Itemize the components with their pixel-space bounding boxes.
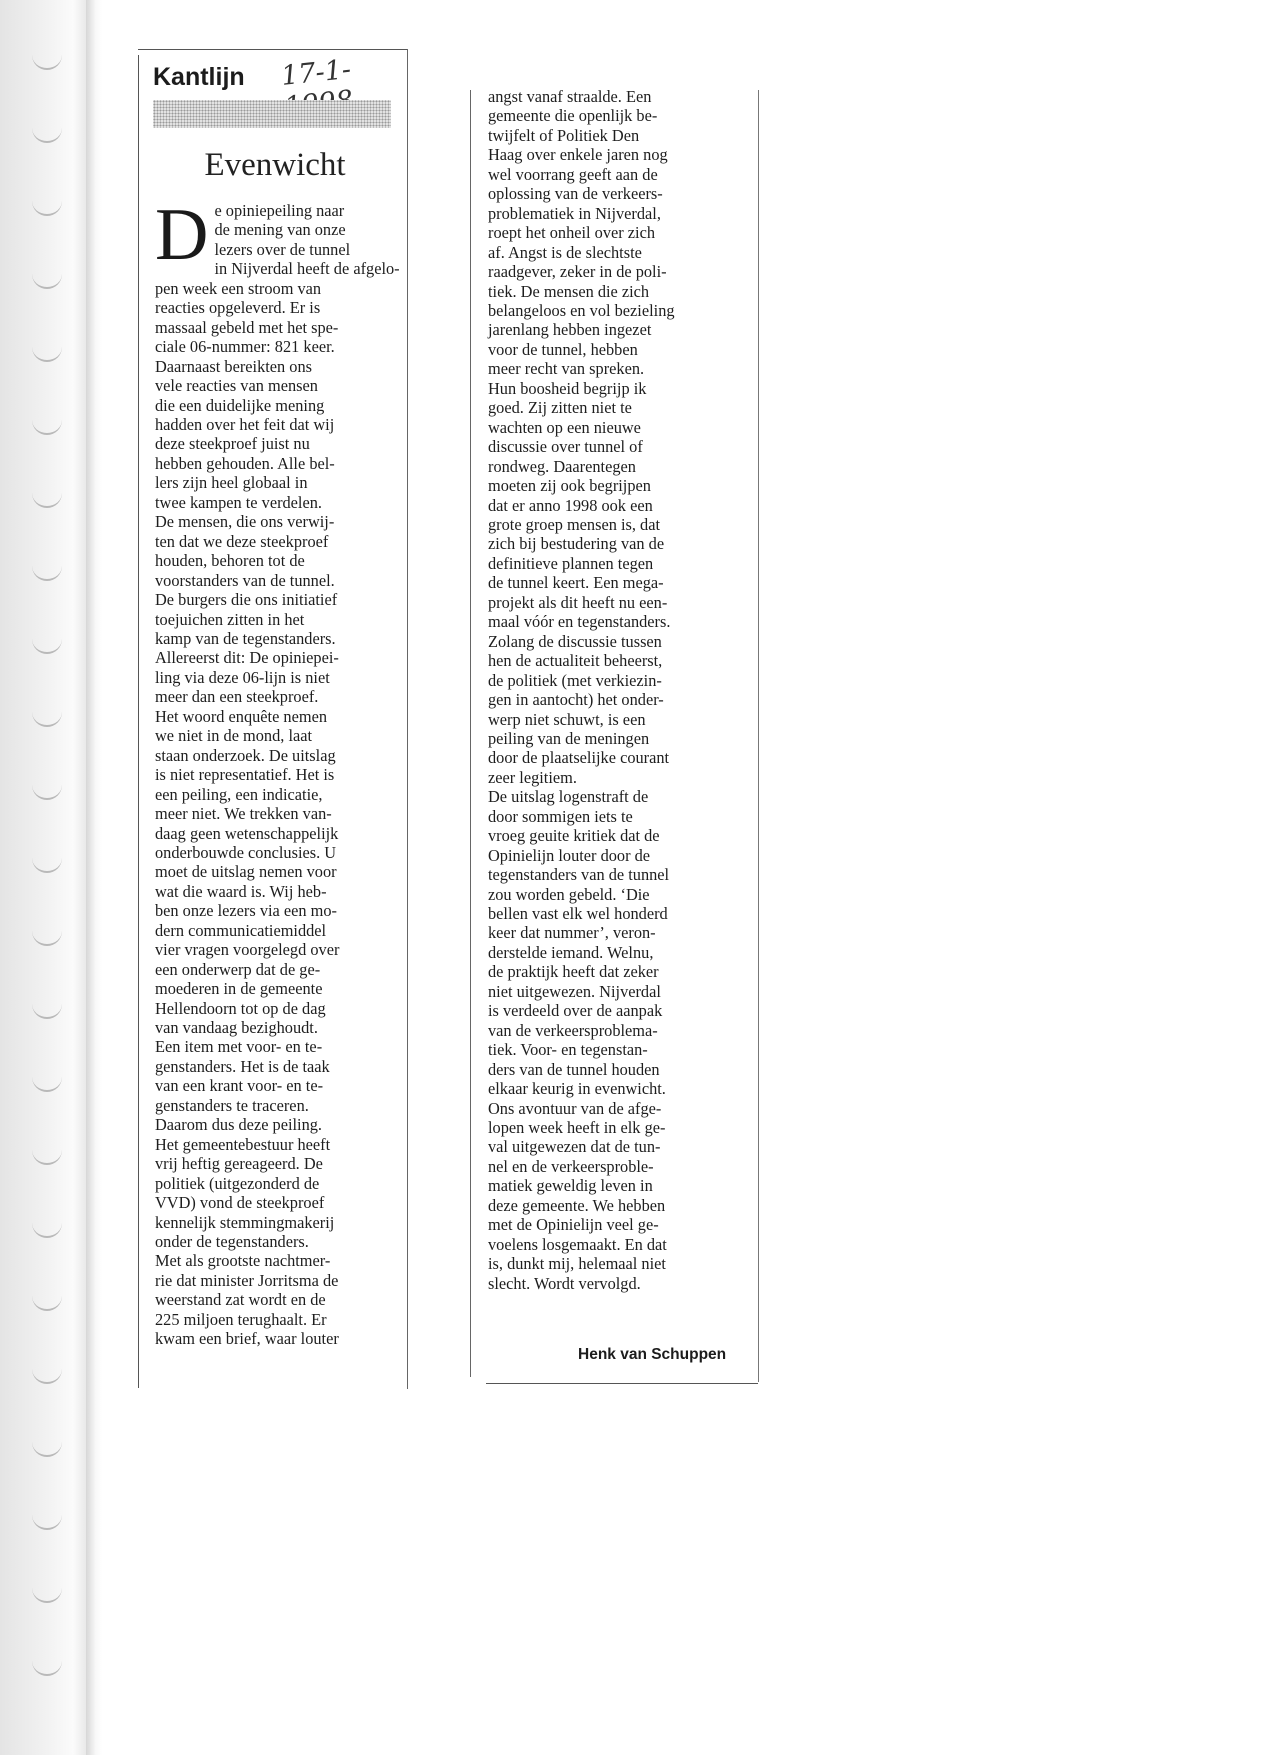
text-line: wat die waard is. Wij heb- xyxy=(155,881,327,901)
text-line: discussie over tunnel of xyxy=(488,437,643,457)
text-line: kamp van de tegenstanders. xyxy=(155,628,336,648)
text-line: e opiniepeiling naar xyxy=(214,201,345,220)
text-line: Het gemeentebestuur heeft xyxy=(155,1134,331,1154)
text-line: hen de actualiteit beheerst, xyxy=(488,651,663,671)
text-line: jarenlang hebben ingezet xyxy=(488,320,652,340)
column-rule-right xyxy=(407,49,408,1389)
text-line: grote groep mensen is, dat xyxy=(488,514,661,534)
drop-cap: D xyxy=(155,194,209,276)
text-line: angst vanaf straalde. Een xyxy=(488,87,652,106)
text-line: moederen in de gemeente xyxy=(155,979,323,999)
text-line: Daarom dus deze peiling. xyxy=(155,1115,323,1135)
text-line: een peiling, een indicatie, xyxy=(155,784,323,804)
text-line: massaal gebeld met het spe- xyxy=(155,317,339,337)
text-line: in Nijverdal heeft de afgelo- xyxy=(214,259,400,279)
text-line: keer dat nummer’, veron- xyxy=(488,923,656,943)
text-line: lers zijn heel globaal in xyxy=(155,473,308,493)
text-line: moeten zij ook begrijpen xyxy=(488,476,651,496)
column-rule-bottom xyxy=(486,1383,758,1384)
text-line: we niet in de mond, laat xyxy=(155,726,313,746)
text-line: een onderwerp dat de ge- xyxy=(155,959,321,979)
headline: Evenwicht xyxy=(204,147,346,183)
text-line: van een krant voor- en te- xyxy=(155,1076,324,1096)
text-line: ders van de tunnel houden xyxy=(488,1059,660,1079)
text-line: lezers over de tunnel xyxy=(214,239,351,259)
text-line: Daarnaast bereikten ons xyxy=(155,356,313,376)
article-body-column-1 xyxy=(155,194,400,1349)
text-line: dat er anno 1998 ook een xyxy=(488,495,653,515)
text-line: definitieve plannen tegen xyxy=(488,553,654,573)
text-line: 225 miljoen terughaalt. Er xyxy=(155,1309,327,1329)
text-line: die een duidelijke mening xyxy=(155,395,325,415)
text-line: belangeloos en vol bezieling xyxy=(488,300,675,320)
column-1-text xyxy=(155,259,400,1349)
text-line: derstelde iemand. Welnu, xyxy=(488,942,654,962)
text-line: voelens losgemaakt. En dat xyxy=(488,1234,667,1254)
text-line: af. Angst is de slechtste xyxy=(488,242,642,262)
text-line: ten dat we deze steekproef xyxy=(155,531,329,551)
text-line: problematiek in Nijverdal, xyxy=(488,203,661,223)
text-line: toejuichen zitten in het xyxy=(155,609,305,629)
text-line: roept het onheil over zich xyxy=(488,223,656,243)
text-line: onderbouwde conclusies. U xyxy=(155,842,337,862)
text-line: VVD) vond de steekproef xyxy=(155,1193,325,1213)
text-line: rie dat minister Jorritsma de xyxy=(155,1270,339,1290)
text-line: Ons avontuur van de afge- xyxy=(488,1098,662,1118)
text-line: niet uitgewezen. Nijverdal xyxy=(488,981,661,1001)
text-line: ben onze lezers via een mo- xyxy=(155,901,337,921)
text-line: ciale 06-nummer: 821 keer. xyxy=(155,337,335,357)
text-line: gemeente die openlijk be- xyxy=(488,106,658,126)
text-line: door de plaatselijke courant xyxy=(488,748,670,768)
text-line: genstanders. Het is de taak xyxy=(155,1056,330,1076)
column-rule-right-2 xyxy=(758,90,759,1382)
text-line: kennelijk stemmingmakerij xyxy=(155,1212,335,1232)
text-line: politiek (uitgezonderd de xyxy=(155,1173,320,1193)
text-line: Haag over enkele jaren nog xyxy=(488,145,668,165)
text-line: hadden over het feit dat wij xyxy=(155,414,335,434)
text-line: weerstand zat wordt en de xyxy=(155,1290,326,1310)
text-line: tiek. Voor- en tegenstan- xyxy=(488,1040,648,1060)
article-body-column-2 xyxy=(488,87,744,1293)
text-line: zeer legitiem. xyxy=(488,767,577,787)
text-line: goed. Zij zitten niet te xyxy=(488,398,632,418)
handwritten-date: 17-1-1998 xyxy=(279,53,353,92)
text-line: is, dunkt mij, helemaal niet xyxy=(488,1254,666,1274)
text-line: Het woord enquête nemen xyxy=(155,706,328,726)
text-line: vrij heftig gereageerd. De xyxy=(155,1154,323,1174)
text-line: moet de uitslag nemen voor xyxy=(155,862,337,882)
text-line: peiling van de meningen xyxy=(488,728,650,748)
text-line: nel en de verkeersproble- xyxy=(488,1156,654,1176)
column-1 xyxy=(138,53,400,1388)
text-line: val uitgewezen dat de tun- xyxy=(488,1137,661,1157)
column-rule-left xyxy=(470,90,471,1377)
text-line: Hun boosheid begrijp ik xyxy=(488,378,647,398)
text-line: twijfelt of Politiek Den xyxy=(488,125,640,145)
text-line: Opinielijn louter door de xyxy=(488,845,651,865)
text-line: projekt als dit heeft nu een- xyxy=(488,592,668,612)
text-line: de politiek (met verkiezin- xyxy=(488,670,662,690)
text-line: de tunnel keert. Een mega- xyxy=(488,573,664,593)
text-line: vele reacties van mensen xyxy=(155,376,318,396)
column-rule-top xyxy=(138,49,408,50)
text-line: de mening van onze xyxy=(214,220,346,240)
text-line: voorstanders van de tunnel. xyxy=(155,570,335,590)
text-line: twee kampen te verdelen. xyxy=(155,492,322,512)
text-line: genstanders te traceren. xyxy=(155,1095,309,1115)
text-line: de praktijk heeft dat zeker xyxy=(488,962,659,982)
text-line: door sommigen iets te xyxy=(488,806,633,826)
text-line: raadgever, zeker in de poli- xyxy=(488,262,667,282)
text-line: houden, behoren tot de xyxy=(155,551,305,571)
text-line: zou worden gebeld. ‘Die xyxy=(488,884,650,904)
text-line: Allereerst dit: De opiniepei- xyxy=(155,648,339,668)
text-line: matiek geweldig leven in xyxy=(488,1176,653,1196)
text-line: vier vragen voorgelegd over xyxy=(155,940,340,960)
text-line: kwam een brief, waar louter xyxy=(155,1329,339,1349)
text-line: vroeg geuite kritiek dat de xyxy=(488,826,660,846)
text-line: zich bij bestudering van de xyxy=(488,534,665,554)
text-line: van de verkeersproblema- xyxy=(488,1020,658,1040)
text-line: hebben gehouden. Alle bel- xyxy=(155,453,335,473)
text-line: deze gemeente. We hebben xyxy=(488,1195,666,1215)
column-2-text xyxy=(488,87,744,1293)
text-line: Met als grootste nachtmer- xyxy=(155,1251,331,1271)
text-line: wel voorrang geeft aan de xyxy=(488,164,658,184)
halftone-bar xyxy=(153,100,391,128)
text-line: De mensen, die ons verwij- xyxy=(155,512,335,532)
text-line: staan onderzoek. De uitslag xyxy=(155,745,336,765)
text-line: met de Opinielijn veel ge- xyxy=(488,1215,659,1235)
text-line: reacties opgeleverd. Er is xyxy=(155,298,321,318)
text-line: daag geen wetenschappelijk xyxy=(155,823,339,843)
text-line: voor de tunnel, hebben xyxy=(488,339,638,359)
text-line: tiek. De mensen die zich xyxy=(488,281,650,301)
text-line: elkaar keurig in evenwicht. xyxy=(488,1079,666,1099)
text-line: lopen week heeft in elk ge- xyxy=(488,1118,666,1138)
text-line: is niet representatief. Het is xyxy=(155,765,335,785)
text-line: Zolang de discussie tussen xyxy=(488,631,662,651)
text-line: is verdeeld over de aanpak xyxy=(488,1001,663,1021)
text-line: meer dan een steekproef. xyxy=(155,687,319,707)
text-line: wachten op een nieuwe xyxy=(488,417,641,437)
author-byline: Henk van Schuppen xyxy=(578,1346,727,1363)
text-line: Hellendoorn tot op de dag xyxy=(155,998,326,1018)
text-line: tegenstanders van de tunnel xyxy=(488,865,670,885)
text-line: Een item met voor- en te- xyxy=(155,1037,323,1057)
text-line: deze steekproef juist nu xyxy=(155,434,310,454)
text-line: meer recht van spreken. xyxy=(488,359,645,379)
text-line: onder de tegenstanders. xyxy=(155,1232,309,1252)
text-line: dern communicatiemiddel xyxy=(155,920,327,940)
text-line: meer niet. We trekken van- xyxy=(155,804,332,824)
text-line: ling via deze 06-lijn is niet xyxy=(155,667,330,687)
text-line: rondweg. Daarentegen xyxy=(488,456,636,476)
text-line: van vandaag bezighoudt. xyxy=(155,1018,318,1038)
text-line: maal vóór en tegenstanders. xyxy=(488,612,671,632)
text-line: bellen vast elk wel honderd xyxy=(488,904,668,924)
text-line: gen in aantocht) het onder- xyxy=(488,690,664,710)
text-line: De burgers die ons initiatief xyxy=(155,590,338,610)
text-line: pen week een stroom van xyxy=(155,278,322,298)
text-line: slecht. Wordt vervolgd. xyxy=(488,1273,641,1293)
text-line: werp niet schuwt, is een xyxy=(488,709,646,729)
text-line: oplossing van de verkeers- xyxy=(488,184,663,204)
text-line: De uitslag logenstraft de xyxy=(488,787,649,807)
section-kicker: Kantlijn xyxy=(153,63,245,91)
